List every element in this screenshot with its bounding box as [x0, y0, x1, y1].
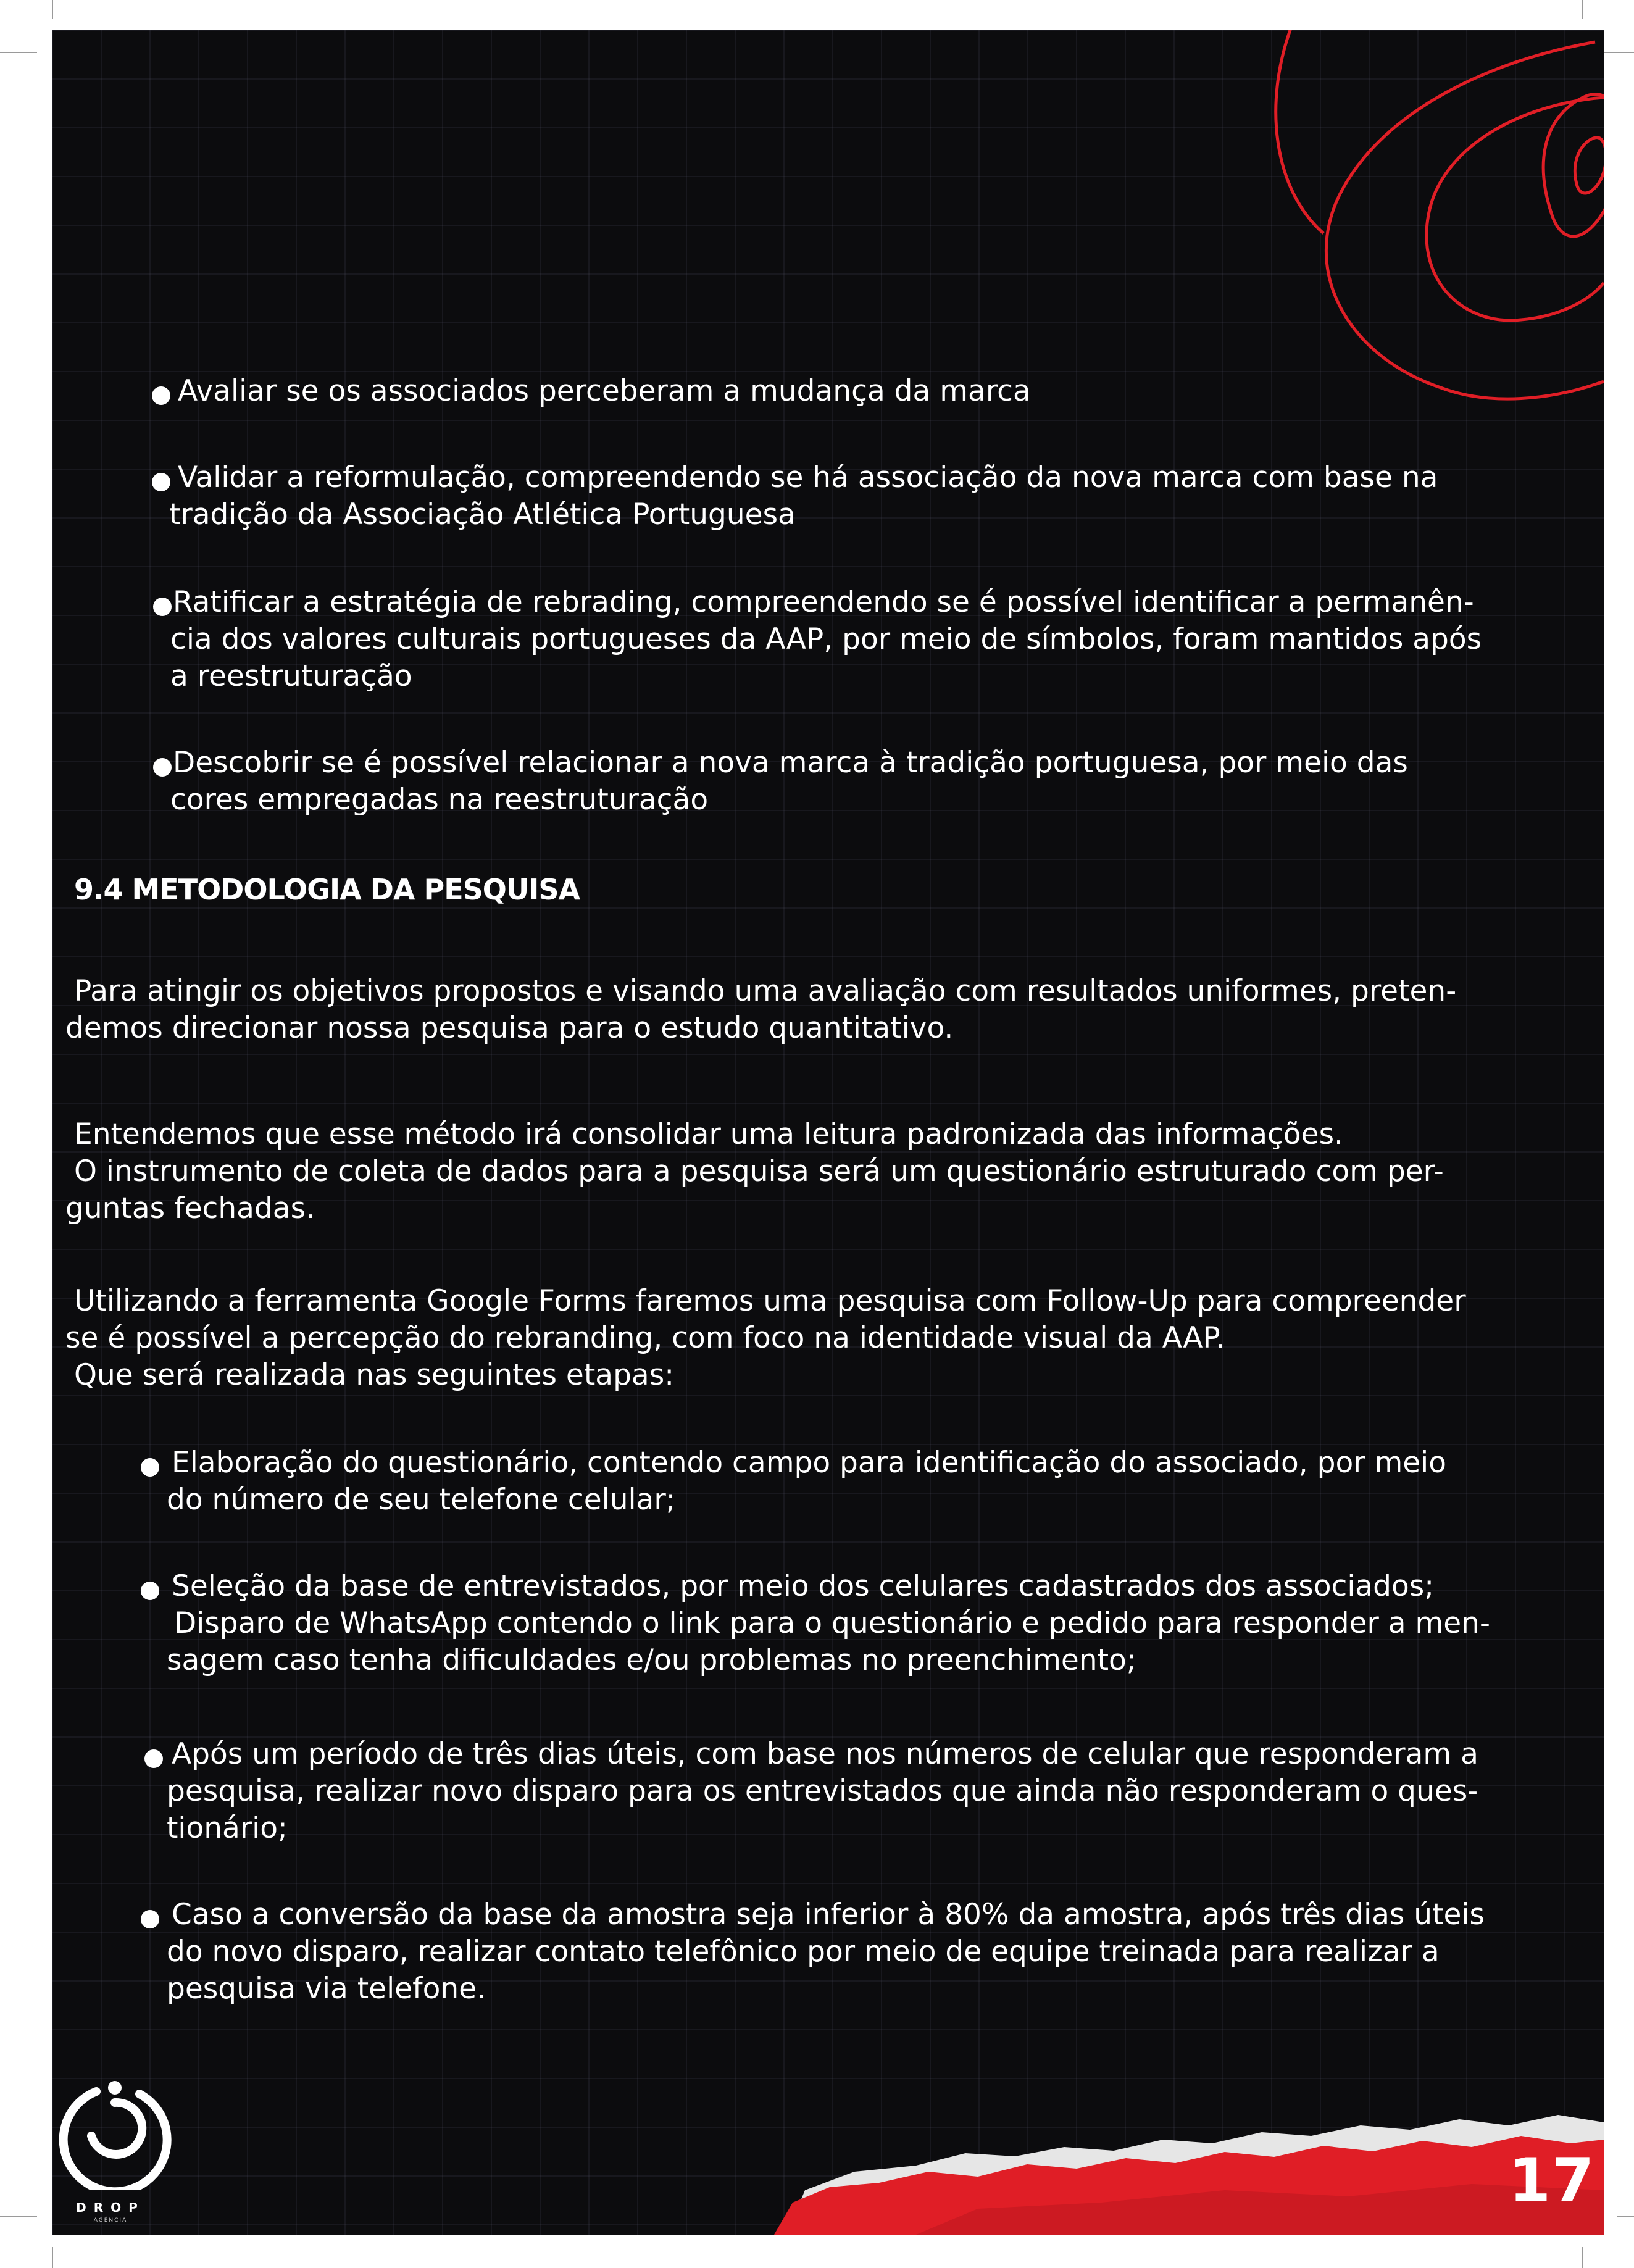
paragraph-1-line-1: Para atingir os objetivos propostos e visando uma avaliação com resultados uniformes, preten-	[74, 974, 1457, 1008]
crop-mark-bottom-left-v	[52, 2247, 53, 2268]
bullet-dot	[152, 386, 170, 405]
page-number: 17	[1509, 2146, 1596, 2216]
step-5-line-1: Caso a conversão da base da amostra seja inferior à 80% da amostra, após três dias úteis	[172, 1898, 1485, 1932]
paragraph-2-line-1: Entendemos que esse método irá consolidar uma leitura padronizada das informações.	[74, 1117, 1343, 1151]
paragraph-5	[74, 1357, 1604, 1394]
paragraph-5-line-1: Que será realizada nas seguintes etapas:	[74, 1358, 675, 1392]
objective-1-line-1: Avaliar se os associados perceberam a mudança da marca	[178, 374, 1031, 408]
paragraph-1	[65, 973, 1604, 1047]
paragraph-1-line-2: demos direcionar nossa pesquisa para o estudo quantitativo.	[65, 1011, 954, 1045]
objective-item-4	[170, 744, 1604, 819]
crop-mark-bottom-right-h	[1617, 2216, 1634, 2217]
objective-item-3	[170, 584, 1604, 695]
step-4-line-3: tionário;	[167, 1811, 288, 1845]
step-item-4	[167, 1736, 1604, 1847]
step-item-5	[167, 1896, 1604, 2007]
step-item-3	[167, 1605, 1604, 1679]
paragraph-3	[65, 1153, 1604, 1227]
paragraph-4-line-2: se é possível a percepção do rebranding, com foco na identidade visual da AAP.	[65, 1321, 1225, 1355]
page	[52, 30, 1604, 2235]
step-5-line-2: do novo disparo, realizar contato telefônico por meio de equipe treinada para realizar a	[167, 1935, 1440, 1969]
step-5-line-3: pesquisa via telefone.	[167, 1972, 486, 2006]
step-1-line-1: Elaboração do questionário, contendo campo para identificação do associado, por meio	[172, 1446, 1446, 1480]
drop-logo-icon	[53, 2067, 177, 2190]
paragraph-4	[65, 1283, 1604, 1357]
crop-mark-top-left-v	[52, 0, 53, 19]
bullet-dot	[153, 598, 172, 616]
section-title: 9.4 METODOLOGIA DA PESQUISA	[74, 873, 580, 906]
bullet-dot	[153, 758, 172, 777]
step-2-line-1: Seleção da base de entrevistados, por meio dos celulares cadastrados dos associados;	[172, 1569, 1435, 1603]
page-content	[52, 30, 1604, 2235]
objective-item-1	[178, 373, 1604, 410]
crop-mark-top-right-v	[1582, 0, 1583, 19]
step-item-2	[167, 1568, 1604, 1605]
bullet-dot	[141, 1910, 159, 1928]
step-3-line-1: Disparo de WhatsApp contendo o link para o questionário e pedido para responder a men-	[174, 1606, 1490, 1640]
objective-3-line-1: Ratificar a estratégia de rebrading, compreendendo se é possível identificar a permanên-	[173, 585, 1474, 619]
objective-2-line-1: Validar a reformulação, compreendendo se há associação da nova marca com base na	[178, 461, 1438, 494]
step-4-line-1: Após um período de três dias úteis, com base nos números de celular que responderam a	[172, 1737, 1478, 1771]
paragraph-3-line-2: guntas fechadas.	[65, 1191, 315, 1225]
step-3-line-2: sagem caso tenha dificuldades e/ou problemas no preenchimento;	[167, 1643, 1136, 1677]
bullet-dot	[152, 473, 170, 491]
objective-4-line-1: Descobrir se é possível relacionar a nova marca à tradição portuguesa, por meio das	[173, 746, 1408, 780]
objective-2-line-2: tradição da Associação Atlética Portuguesa	[169, 498, 796, 532]
step-item-1	[167, 1445, 1604, 1519]
bullet-dot	[141, 1582, 159, 1600]
paragraph-3-line-1: O instrumento de coleta de dados para a pesquisa será um questionário estruturado com per-	[74, 1154, 1444, 1188]
brand-name: DROP	[76, 2200, 145, 2215]
bullet-dot	[141, 1458, 159, 1477]
step-4-line-2: pesquisa, realizar novo disparo para os entrevistados que ainda não responderam o ques-	[167, 1774, 1478, 1808]
crop-mark-bottom-right-v	[1582, 2247, 1583, 2268]
crop-mark-top-left-h	[0, 52, 37, 53]
paragraph-2	[74, 1116, 1604, 1153]
crop-mark-bottom-left-h	[0, 2216, 37, 2217]
objective-4-line-2: cores empregadas na reestruturação	[170, 783, 709, 817]
brand-subtitle: AGÊNCIA	[93, 2217, 128, 2224]
bullet-dot	[144, 1749, 163, 1768]
step-1-line-2: do número de seu telefone celular;	[167, 1483, 676, 1517]
objective-item-2	[169, 459, 1604, 533]
paragraph-4-line-1: Utilizando a ferramenta Google Forms faremos uma pesquisa com Follow-Up para compreender	[74, 1284, 1466, 1318]
objective-3-line-3: a reestruturação	[170, 659, 412, 693]
objective-3-line-2: cia dos valores culturais portugueses da AAP, por meio de símbolos, foram mantidos após	[170, 622, 1482, 656]
